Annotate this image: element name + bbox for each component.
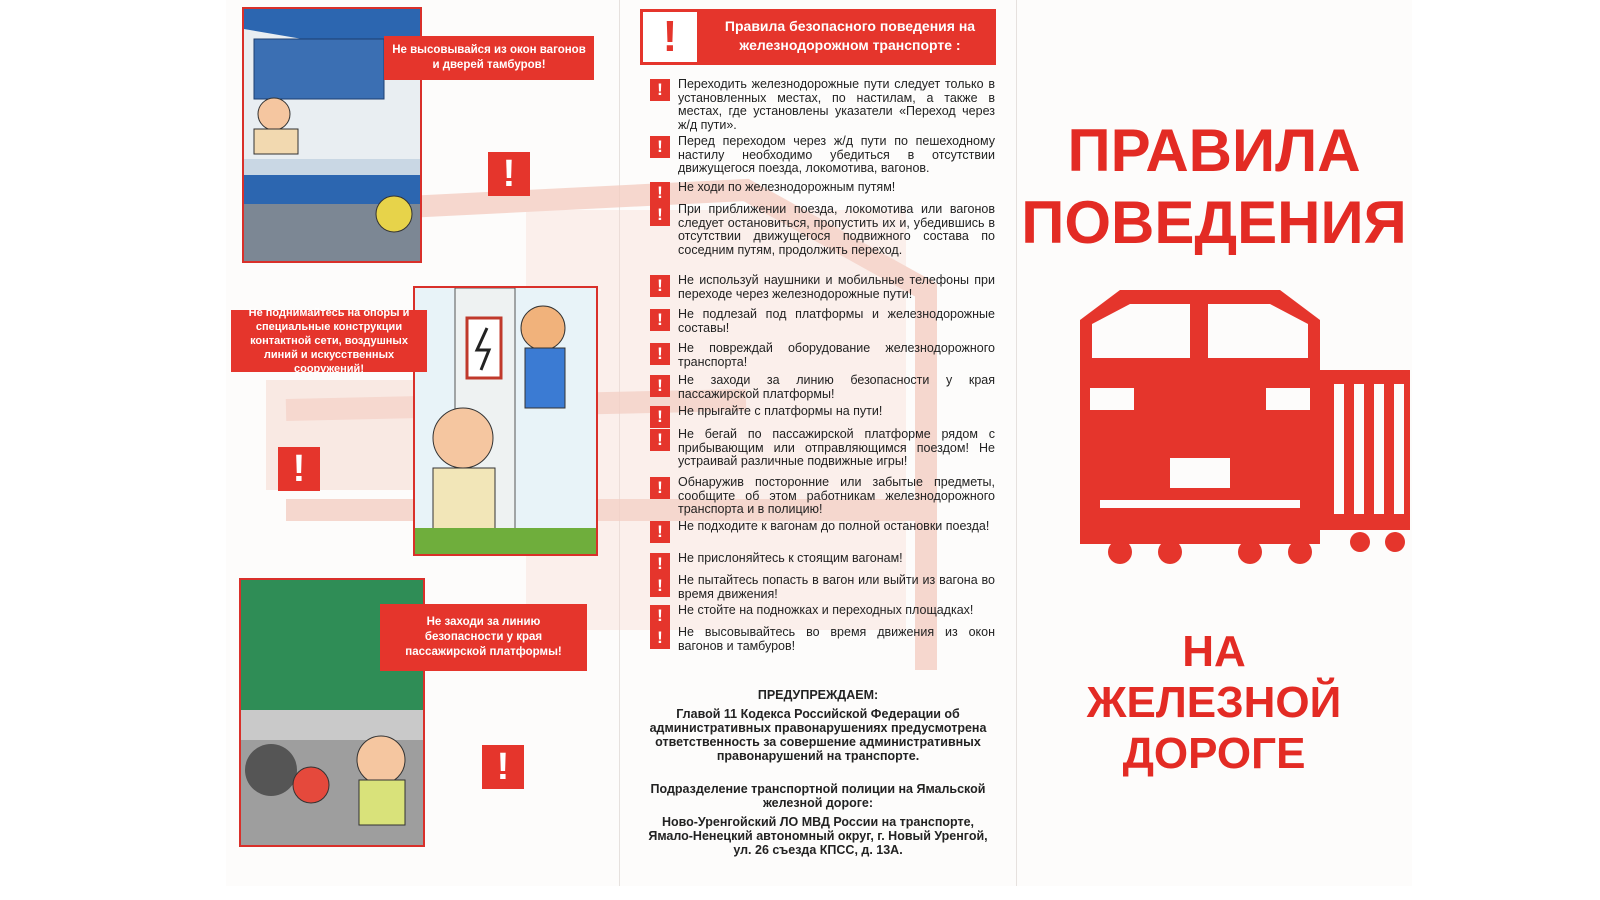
rule-text: Не используй наушники и мобильные телефоны при переходе через железнодорожные пути! [678, 273, 995, 301]
rule-text: Не подходите к вагонам до полной остановки поезда! [678, 519, 990, 533]
rule-text: Не подлезай под платформы и железнодорожные составы! [678, 307, 995, 335]
exclamation-icon: ! [650, 343, 670, 365]
exclamation-icon: ! [650, 309, 670, 331]
exclamation-icon: ! [643, 12, 697, 62]
rule-text: Не повреждай оборудование железнодорожного транспорта! [678, 341, 995, 369]
exclamation-icon: ! [650, 204, 670, 226]
exclamation-icon: ! [488, 152, 530, 196]
exclamation-icon: ! [650, 429, 670, 451]
exclamation-icon: ! [650, 521, 670, 543]
exclamation-icon: ! [650, 182, 670, 204]
warning-text: Главой 11 Кодекса Российской Федерации об административных правонарушениях предусмотрена ответственность за совершение административных правонарушений на транспорте. [649, 707, 987, 763]
exclamation-icon: ! [650, 79, 670, 101]
exclamation-icon: ! [650, 627, 670, 649]
rule-text: Не прислоняйтесь к стоящим вагонам! [678, 551, 903, 565]
rules-header [640, 9, 996, 65]
exclamation-icon: ! [650, 375, 670, 397]
callout-poles: Не поднимайтесь на опоры и специальные конструкции контактной сети, воздушных линий и искусственных сооружений! [231, 310, 427, 372]
police-title: Подразделение транспортной полиции на Ямальской железной дороге: [650, 782, 986, 810]
rule-text: Переходить железнодорожные пути следует только в установленных местах, по настилам, а также в местах, где установлены указатели «Переход через ж/д пути». [678, 77, 995, 132]
exclamation-icon: ! [650, 575, 670, 597]
rule-text: Не ходи по железнодорожным путям! [678, 180, 896, 194]
rule-text: Не заходи за линию безопасности у края пассажирской платформы! [678, 373, 995, 401]
exclamation-icon: ! [278, 447, 320, 491]
title-line-4: ЖЕЛЕЗНОЙ [1086, 678, 1342, 727]
rule-text: Не стойте на подножках и переходных площадках! [678, 603, 974, 617]
title-line-2: ПОВЕДЕНИЯ [1021, 189, 1407, 256]
rule-text: Не прыгайте с платформы на пути! [678, 404, 883, 418]
rules-header-text: Правила безопасного поведения на железнодорожном транспорте : [724, 18, 976, 53]
rule-text: Перед переходом через ж/д пути по пешеходному настилу необходимо убедиться в отсутствии движущегося поезда, локомотива, вагонов. [678, 134, 995, 175]
exclamation-icon: ! [650, 406, 670, 428]
rule-text: При приближении поезда, локомотива или вагонов следует остановиться, пропустить их и, убедившись в отсутствии движущегося подвижного состава по соседним путям, продолжить переход. [678, 202, 995, 257]
police-address: Ново-Уренгойский ЛО МВД России на транспорте, Ямало-Ненецкий автономный округ, г. Новый Уренгой, ул. 26 съезда КПСС, д. 13А. [648, 815, 988, 857]
exclamation-icon: ! [650, 605, 670, 627]
exclamation-icon: ! [650, 553, 670, 575]
exclamation-icon: ! [650, 275, 670, 297]
title-line-3: НА [1182, 627, 1246, 676]
rule-text: Не высовывайтесь во время движения из окон вагонов и тамбуров! [678, 625, 995, 653]
locomotive-illustration [1060, 280, 1416, 580]
rule-text: Не пытайтесь попасть в вагон или выйти из вагона во время движения! [678, 573, 995, 601]
callout-lean-out: Не высовывайся из окон вагонов и дверей тамбуров! [384, 36, 594, 80]
illustration-pole [413, 286, 598, 556]
exclamation-icon: ! [650, 477, 670, 499]
title-line-5: ДОРОГЕ [1122, 729, 1306, 778]
warning-title: ПРЕДУПРЕЖДАЕМ: [757, 688, 879, 702]
rule-text: Не бегай по пассажирской платформе рядом с прибывающим или отправляющимся поездом! Не устраивай различные подвижные игры! [678, 427, 995, 468]
callout-safety-line: Не заходи за линию безопасности у края пассажирской платформы! [380, 604, 587, 671]
exclamation-icon: ! [650, 136, 670, 158]
exclamation-icon: ! [482, 745, 524, 789]
title-line-1: ПРАВИЛА [1067, 117, 1361, 184]
rule-text: Обнаружив посторонние или забытые предметы, сообщите об этом работникам железнодорожного транспорта и в полицию! [678, 475, 995, 516]
